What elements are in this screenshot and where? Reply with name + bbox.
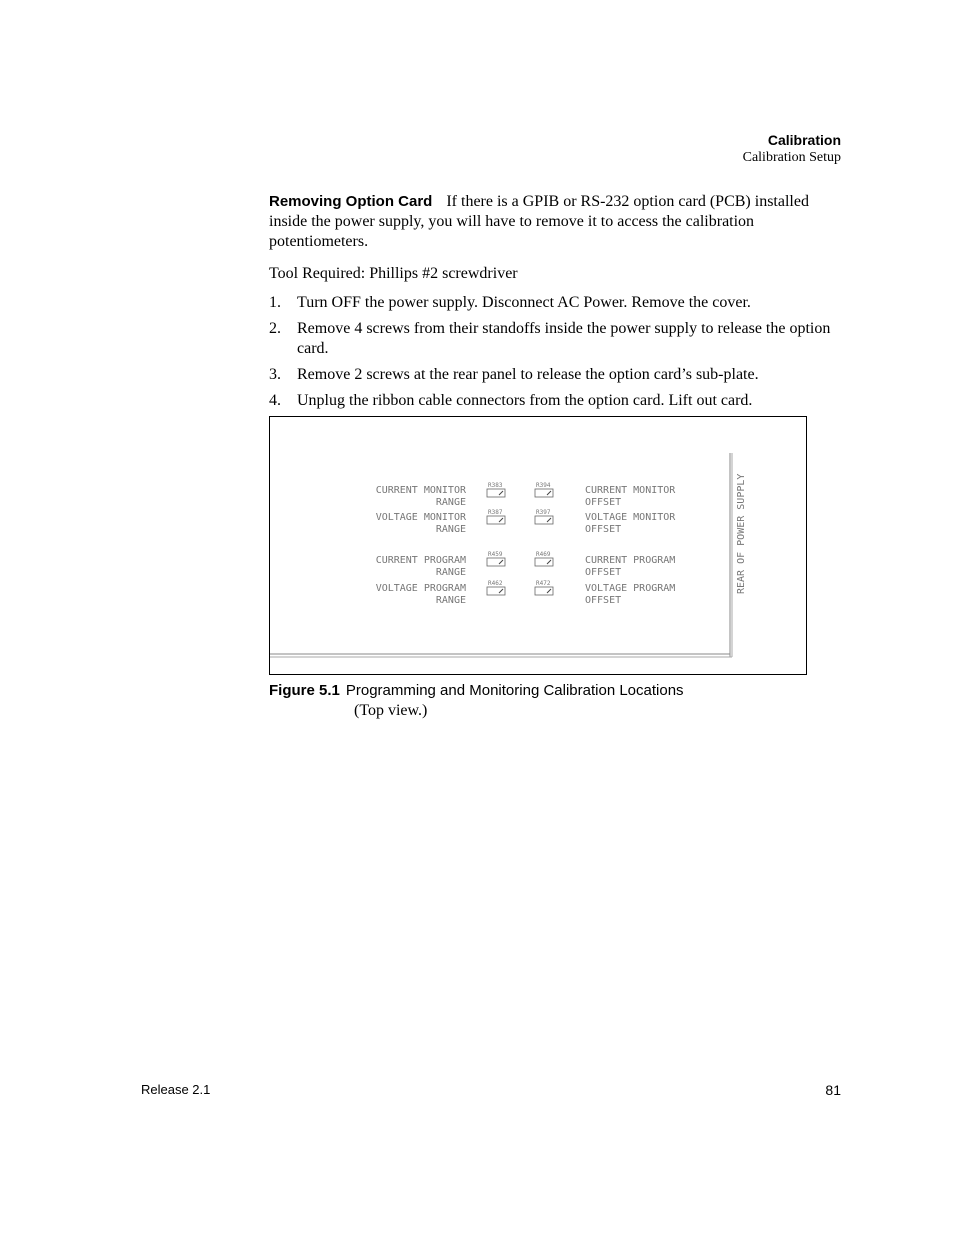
list-item: 4. Unplug the ribbon cable connectors from the option card. Lift out card. — [269, 392, 753, 409]
footer-release: Release 2.1 — [141, 1082, 211, 1097]
run-in-heading: Removing Option Card — [269, 193, 433, 210]
label-voltage-program-offset-2: OFFSET — [585, 595, 622, 606]
calibration-locations-figure — [269, 416, 807, 675]
pot-left-2 — [487, 551, 505, 566]
intro-paragraph — [269, 192, 841, 252]
label-voltage-program-offset-1: VOLTAGE PROGRAM — [585, 583, 676, 594]
pot-right-2 — [535, 551, 553, 566]
pot-left-1 — [487, 509, 505, 524]
label-current-monitor-offset-2: OFFSET — [585, 497, 622, 508]
label-current-program-range-1: CURRENT PROGRAM — [375, 555, 466, 566]
label-voltage-monitor-range-2: RANGE — [435, 524, 466, 535]
running-header-section: Calibration — [767, 132, 841, 148]
label-current-monitor-range-1: CURRENT MONITOR — [375, 485, 466, 496]
svg-text:R394: R394 — [536, 482, 551, 489]
svg-text:R383: R383 — [488, 482, 503, 489]
svg-text:R387: R387 — [488, 509, 503, 516]
label-current-program-offset-2: OFFSET — [585, 567, 622, 578]
rear-of-power-supply-label: REAR OF POWER SUPPLY — [736, 473, 747, 594]
svg-text:R397: R397 — [536, 509, 551, 516]
list-item: 1. Turn OFF the power supply. Disconnect AC Power. Remove the cover. — [269, 294, 751, 311]
label-current-program-range-2: RANGE — [435, 567, 466, 578]
svg-text:R469: R469 — [536, 551, 551, 558]
procedure-steps — [269, 293, 841, 417]
label-voltage-program-range-2: RANGE — [435, 595, 466, 606]
page-number: 81 — [825, 1082, 841, 1098]
svg-text:R459: R459 — [488, 551, 503, 558]
label-current-monitor-range-2: RANGE — [435, 497, 466, 508]
label-voltage-program-range-1: VOLTAGE PROGRAM — [375, 583, 466, 594]
label-voltage-monitor-offset-2: OFFSET — [585, 524, 622, 535]
pot-left-0 — [487, 482, 505, 497]
tool-required: Tool Required: Phillips #2 screwdriver — [269, 265, 518, 282]
figure-caption — [269, 682, 684, 700]
label-voltage-monitor-range-1: VOLTAGE MONITOR — [375, 512, 466, 523]
svg-text:R472: R472 — [536, 580, 551, 587]
pot-left-3 — [487, 580, 505, 595]
pot-right-3 — [535, 580, 553, 595]
label-current-monitor-offset-1: CURRENT MONITOR — [585, 485, 676, 496]
svg-text:R462: R462 — [488, 580, 503, 587]
label-voltage-monitor-offset-1: VOLTAGE MONITOR — [585, 512, 676, 523]
label-current-program-offset-1: CURRENT PROGRAM — [585, 555, 676, 566]
running-header-subsection: Calibration Setup — [742, 150, 841, 165]
figure-diagram — [270, 417, 806, 674]
intro-text: If there is a GPIB or RS-232 option card (PCB) installed inside the power supply, you will have to remove it to access the calibration potentiometers. — [269, 193, 809, 250]
pot-right-1 — [535, 509, 553, 524]
pot-right-0 — [535, 482, 553, 497]
figure-caption-note: (Top view.) — [354, 702, 428, 719]
list-item: 3. Remove 2 screws at the rear panel to release the option card’s sub-plate. — [269, 366, 759, 383]
figure-title: Programming and Monitoring Calibration Locations — [345, 682, 684, 699]
list-item: 2. Remove 4 screws from their standoffs inside the power supply to release the option card. — [269, 320, 831, 357]
figure-number: Figure 5.1 — [269, 682, 340, 699]
